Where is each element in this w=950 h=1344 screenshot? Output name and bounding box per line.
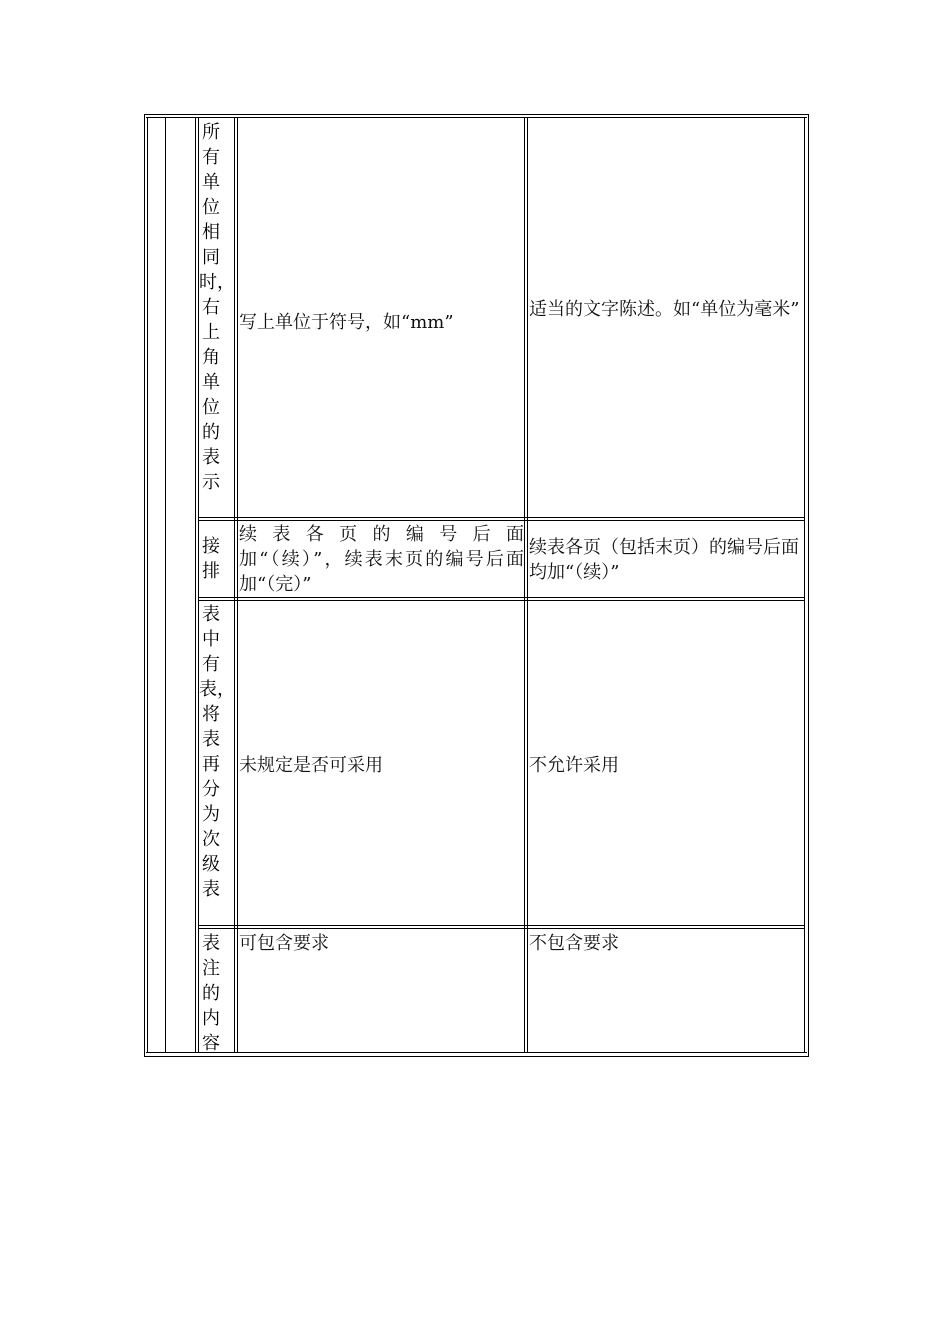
row-divider [198, 517, 805, 518]
column-divider [237, 117, 238, 1052]
row-label: 所有单位相同时，右上角单位的表示 [199, 122, 235, 493]
row-divider [198, 520, 805, 521]
column-divider [527, 117, 528, 1052]
table-cell-gb: 续 表 各 页 的 编 号 后 面 加“（续）”，续表末页的编号后面加“（完）” [239, 524, 524, 595]
table-inner-top-border [146, 117, 807, 118]
comparison-table [144, 114, 809, 1057]
table-cell-other: 不包含要求 [529, 933, 619, 954]
table-cell-gb: 可包含要求 [239, 933, 329, 954]
row-divider [198, 928, 805, 929]
row-label: 表注的内容 [202, 933, 220, 1054]
column-divider [195, 117, 196, 1052]
row-divider [198, 597, 805, 598]
row-label: 表中有表，将表再分为次级表 [199, 604, 235, 900]
table-cell-other: 续表各页（包括末页）的编号后面均加“（续）” [529, 537, 799, 583]
table-cell-other: 适当的文字陈述。如“单位为毫米” [529, 299, 800, 320]
column-divider [524, 117, 525, 1052]
column-divider [234, 117, 235, 1052]
row-divider [198, 600, 805, 601]
row-label: 接排 [202, 536, 220, 582]
table-cell-gb: 未规定是否可采用 [239, 755, 383, 776]
row-divider [198, 925, 805, 926]
table-cell-gb: 写上单位于符号，如“mm” [239, 312, 454, 333]
table-inner-bottom-border [146, 1052, 807, 1053]
column-divider [147, 117, 148, 1052]
column-divider [165, 117, 166, 1052]
table-cell-other: 不允许采用 [529, 755, 619, 776]
